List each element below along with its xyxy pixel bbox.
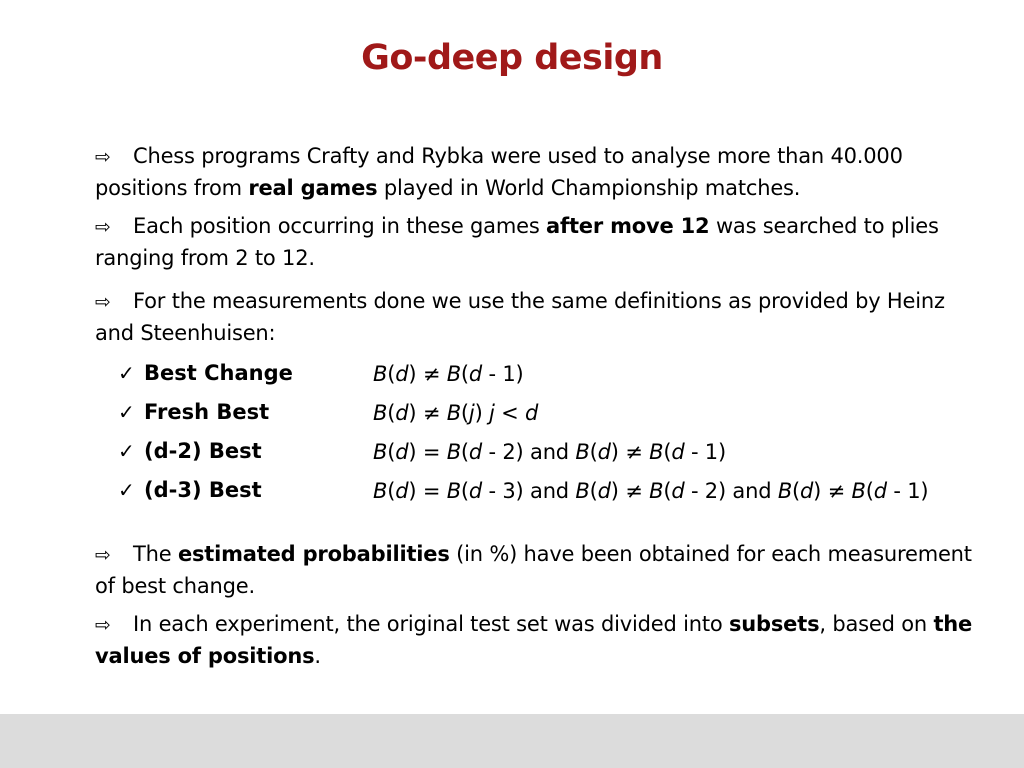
formula-text: - 1) (886, 479, 929, 503)
formula-variable: j (468, 401, 475, 425)
formula-variable: B (373, 440, 388, 464)
bullet-paragraph-2: ⇨ Each position occurring in these games after move 12 was searched to plies ranging from 2 to 12. (95, 214, 939, 270)
definition-formula (373, 476, 928, 506)
formula-text: ( (460, 401, 469, 425)
formula-text: ) ≠ (610, 479, 650, 503)
formula-variable: d (395, 401, 409, 425)
formula-text: ( (865, 479, 874, 503)
formula-text: ( (387, 362, 396, 386)
formula-text: ) ≠ (408, 401, 447, 425)
definition-label: Fresh Best (144, 400, 270, 424)
definition-row (118, 397, 998, 427)
formula-variable: d (873, 479, 887, 503)
formula-text: ( (663, 440, 672, 464)
formula-variable: d (468, 479, 483, 503)
footer-bar (0, 714, 1024, 768)
bullet-paragraph-4: ⇨ The estimated probabilities (in %) have been obtained for each measurement of best change. (95, 542, 972, 598)
formula-variable: B (446, 440, 461, 464)
checkmark-icon: ✓ (118, 439, 135, 463)
formula-text: ( (460, 479, 469, 503)
formula-variable: B (373, 362, 388, 386)
formula-text: ) (474, 401, 490, 425)
formula-text: ( (387, 401, 396, 425)
formula-text: ) = (408, 440, 447, 464)
formula-text: ( (387, 479, 396, 503)
arrow-bullet-icon: ⇨ (95, 146, 111, 168)
formula-variable: d (468, 362, 483, 386)
definition-label: (d-3) Best (144, 478, 262, 502)
formula-variable: B (851, 479, 866, 503)
formula-variable: B (446, 401, 461, 425)
bullet-paragraph-5: ⇨ In each experiment, the original test set was divided into subsets, based on the values of positions. (95, 612, 973, 668)
formula-text: < (494, 401, 526, 425)
definition-label: Best Change (144, 361, 293, 385)
formula-text: ( (663, 479, 672, 503)
formula-variable: d (597, 440, 611, 464)
definition-formula (373, 398, 538, 428)
formula-variable: d (671, 440, 685, 464)
formula-variable: B (575, 479, 590, 503)
formula-text: - 3) and (482, 479, 576, 503)
formula-text: ( (387, 440, 396, 464)
formula-text: - 2) and (684, 479, 778, 503)
formula-variable: B (373, 479, 388, 503)
formula-variable: d (395, 479, 409, 503)
definition-formula (373, 359, 524, 389)
formula-text: ) ≠ (813, 479, 852, 503)
formula-variable: d (597, 479, 611, 503)
definition-formula (373, 437, 726, 467)
checkmark-icon: ✓ (118, 400, 135, 424)
formula-variable: j (489, 401, 495, 425)
formula-text: ) = (408, 479, 447, 503)
formula-text: ) ≠ (408, 362, 447, 386)
formula-variable: B (373, 401, 388, 425)
arrow-bullet-icon: ⇨ (95, 544, 111, 566)
formula-text: ( (589, 479, 598, 503)
bullet-paragraph-3: ⇨ For the measurements done we use the same definitions as provided by Heinz and Steenhuisen: (95, 289, 945, 345)
formula-variable: d (671, 479, 685, 503)
formula-text: ( (460, 440, 469, 464)
arrow-bullet-icon: ⇨ (95, 291, 111, 313)
formula-variable: d (800, 479, 814, 503)
arrow-bullet-icon: ⇨ (95, 614, 111, 636)
formula-variable: B (446, 362, 461, 386)
arrow-bullet-icon: ⇨ (95, 216, 111, 238)
formula-text: - 2) and (482, 440, 576, 464)
bullet-paragraph-1: ⇨ Chess programs Crafty and Rybka were used to analyse more than 40.000 positions from real games played in World Championship matches. (95, 144, 903, 200)
formula-text: ( (792, 479, 801, 503)
formula-variable: B (777, 479, 793, 503)
formula-variable: B (649, 479, 664, 503)
definition-label: (d-2) Best (144, 439, 262, 463)
formula-variable: B (575, 440, 590, 464)
checkmark-icon: ✓ (118, 361, 135, 385)
formula-variable: d (395, 362, 409, 386)
formula-text: ( (460, 362, 469, 386)
formula-text: ( (589, 440, 598, 464)
formula-variable: d (468, 440, 483, 464)
formula-variable: B (649, 440, 664, 464)
definition-row (118, 358, 998, 388)
formula-variable: B (446, 479, 461, 503)
checkmark-icon: ✓ (118, 478, 135, 502)
formula-variable: d (525, 401, 539, 425)
formula-variable: d (395, 440, 409, 464)
definition-row (118, 436, 998, 466)
formula-text: - 1) (684, 440, 726, 464)
definition-row (118, 475, 998, 505)
formula-text: ) ≠ (610, 440, 650, 464)
page-title: Go-deep design (361, 38, 663, 78)
formula-text: - 1) (482, 362, 524, 386)
